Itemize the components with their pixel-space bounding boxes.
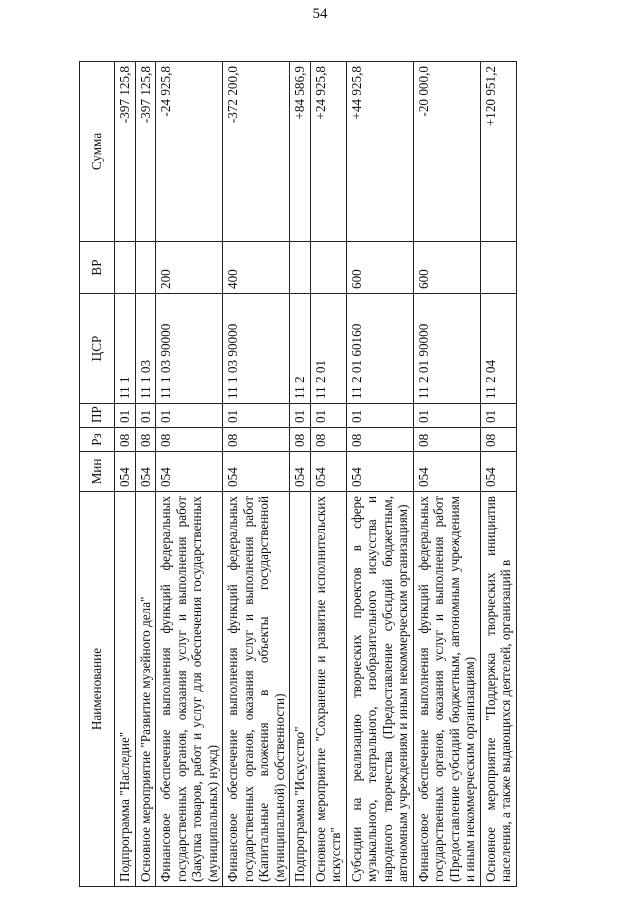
cell-min: 054 bbox=[310, 452, 346, 492]
cell-rz: 08 bbox=[115, 428, 136, 452]
cell-min: 054 bbox=[223, 452, 290, 492]
cell-vr: 600 bbox=[346, 242, 413, 294]
cell-vr bbox=[135, 242, 156, 294]
page-number: 54 bbox=[312, 6, 328, 22]
cell-name: Подпрограмма "Наследие" bbox=[115, 492, 136, 887]
table-row bbox=[413, 62, 480, 887]
cell-min: 054 bbox=[413, 452, 480, 492]
header-sum: Сумма bbox=[80, 62, 115, 242]
table-row bbox=[290, 62, 311, 887]
table-row bbox=[480, 62, 516, 887]
cell-pr: 01 bbox=[115, 404, 136, 428]
budget-table bbox=[79, 61, 517, 887]
cell-sum: -20 000,0 bbox=[413, 62, 480, 242]
cell-name: Финансовое обеспечение выполнения функций федеральных государственных органов, оказания услуг и выполнения работ (Закупка товаров, работ и услуг для обеспечения государственных (муниципальных) нужд) bbox=[156, 492, 223, 887]
cell-sum: -24 925,8 bbox=[156, 62, 223, 242]
cell-pr: 01 bbox=[413, 404, 480, 428]
table-row bbox=[115, 62, 136, 887]
cell-vr bbox=[480, 242, 516, 294]
cell-rz: 08 bbox=[290, 428, 311, 452]
cell-sum: +44 925,8 bbox=[346, 62, 413, 242]
cell-vr bbox=[290, 242, 311, 294]
cell-vr bbox=[115, 242, 136, 294]
header-rz: Рз bbox=[80, 428, 115, 452]
cell-vr bbox=[310, 242, 346, 294]
header-csr: ЦСР bbox=[80, 294, 115, 404]
cell-pr: 01 bbox=[223, 404, 290, 428]
cell-min: 054 bbox=[346, 452, 413, 492]
cell-vr: 400 bbox=[223, 242, 290, 294]
cell-vr: 200 bbox=[156, 242, 223, 294]
cell-pr: 01 bbox=[310, 404, 346, 428]
cell-rz: 08 bbox=[135, 428, 156, 452]
cell-rz: 08 bbox=[346, 428, 413, 452]
cell-csr: 11 1 03 90000 bbox=[223, 294, 290, 404]
header-pr: ПР bbox=[80, 404, 115, 428]
cell-rz: 08 bbox=[310, 428, 346, 452]
cell-csr: 11 1 03 bbox=[135, 294, 156, 404]
header-vr: ВР bbox=[80, 242, 115, 294]
cell-sum: +24 925,8 bbox=[310, 62, 346, 242]
cell-pr: 01 bbox=[156, 404, 223, 428]
table-row bbox=[156, 62, 223, 887]
rotated-table-container bbox=[79, 62, 614, 887]
cell-csr: 11 2 bbox=[290, 294, 311, 404]
cell-pr: 01 bbox=[346, 404, 413, 428]
cell-min: 054 bbox=[115, 452, 136, 492]
cell-name: Финансовое обеспечение выполнения функций федеральных государственных органов, оказания услуг и выполнения работ (Капитальные вложения в объекты государственной (муниципальной) собственности) bbox=[223, 492, 290, 887]
cell-name: Субсидии на реализацию творческих проектов в сфере музыкального, театрального, изобразительного искусства и народного творчества (Предоставление субсидий бюджетным, автономным учреждениям и иным некоммерческим организациям) bbox=[346, 492, 413, 887]
table-row bbox=[346, 62, 413, 887]
cell-pr: 01 bbox=[290, 404, 311, 428]
cell-rz: 08 bbox=[223, 428, 290, 452]
cell-rz: 08 bbox=[480, 428, 516, 452]
cell-csr: 11 1 bbox=[115, 294, 136, 404]
cell-rz: 08 bbox=[413, 428, 480, 452]
table-row bbox=[223, 62, 290, 887]
cell-pr: 01 bbox=[480, 404, 516, 428]
cell-sum: -372 200,0 bbox=[223, 62, 290, 242]
cell-min: 054 bbox=[135, 452, 156, 492]
cell-csr: 11 2 04 bbox=[480, 294, 516, 404]
cell-name: Основное мероприятие "Развитие музейного дела" bbox=[135, 492, 156, 887]
cell-name: Финансовое обеспечение выполнения функций федеральных государственных органов, оказания услуг и выполнения работ (Предоставление субсидий бюджетным, автономным учреждениям и иным некоммерческим организациям) bbox=[413, 492, 480, 887]
cell-name: Подпрограмма "Искусство" bbox=[290, 492, 311, 887]
cell-pr: 01 bbox=[135, 404, 156, 428]
table-row bbox=[310, 62, 346, 887]
cell-sum: -397 125,8 bbox=[115, 62, 136, 242]
cell-sum: +84 586,9 bbox=[290, 62, 311, 242]
cell-sum: -397 125,8 bbox=[135, 62, 156, 242]
header-min: Мин bbox=[80, 452, 115, 492]
table-body bbox=[115, 62, 517, 887]
cell-name: Основное мероприятие "Поддержка творческих инициатив населения, а также выдающихся деятелей, организаций в bbox=[480, 492, 516, 887]
cell-rz: 08 bbox=[156, 428, 223, 452]
table-header-row bbox=[80, 62, 115, 887]
cell-csr: 11 2 01 90000 bbox=[413, 294, 480, 404]
table-row bbox=[135, 62, 156, 887]
cell-min: 054 bbox=[290, 452, 311, 492]
cell-csr: 11 1 03 90000 bbox=[156, 294, 223, 404]
cell-min: 054 bbox=[480, 452, 516, 492]
cell-sum: +120 951,2 bbox=[480, 62, 516, 242]
cell-csr: 11 2 01 60160 bbox=[346, 294, 413, 404]
cell-csr: 11 2 01 bbox=[310, 294, 346, 404]
cell-min: 054 bbox=[156, 452, 223, 492]
cell-vr: 600 bbox=[413, 242, 480, 294]
header-name: Наименование bbox=[80, 492, 115, 887]
cell-name: Основное мероприятие "Сохранение и развитие исполнительских искусств" bbox=[310, 492, 346, 887]
